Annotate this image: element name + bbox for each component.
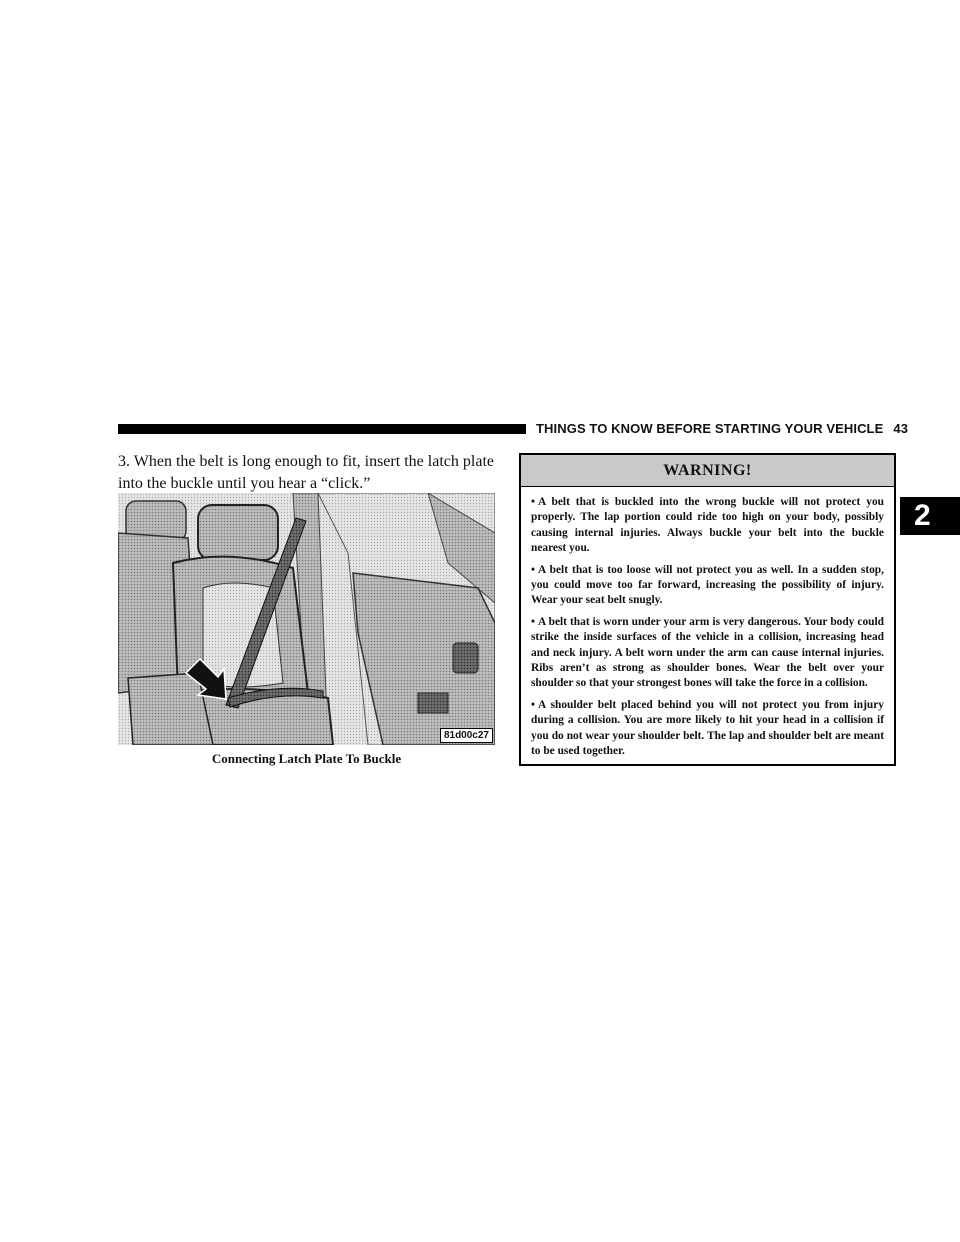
warning-list (521, 487, 894, 760)
step-paragraph: 3. When the belt is long enough to fit, insert the latch plate into the buckle until you hear a “click.” (118, 453, 494, 492)
warning-box (519, 453, 896, 766)
seat-belt-illustration (118, 493, 495, 745)
warning-item: • A belt that is worn under your arm is very dangerous. Your body could strike the inside surfaces of the vehicle in a collision, increasing head and neck injury. A belt worn under the arm can cause internal injuries. Ribs aren’t as strong as shoulder bones. Wear the belt over your shoulder so that your strongest bones will take the force in a collision. (531, 615, 884, 690)
page-number: 43 (893, 421, 909, 436)
warning-item: • A belt that is buckled into the wrong buckle will not protect you properly. The lap portion could ride too high on your body, possibly causing internal injuries. Always buckle your belt into the buckle nearest you. (531, 496, 884, 555)
bullet-icon: • (531, 615, 535, 628)
chapter-tab: 2 (900, 497, 960, 535)
section-title: THINGS TO KNOW BEFORE STARTING YOUR VEHICLE (536, 421, 884, 436)
warning-title: WARNING! (521, 455, 894, 487)
figure-caption: Connecting Latch Plate To Buckle (211, 751, 402, 766)
bullet-icon: • (531, 563, 535, 576)
running-header (536, 421, 908, 436)
warning-item: • A shoulder belt placed behind you will not protect you from injury during a collision. You are more likely to hit your head in a collision if you do not wear your shoulder belt. The lap and shoulder belt are meant to be used together. (531, 698, 884, 758)
figure-code: 81d00c27 (440, 728, 493, 743)
bullet-icon: • (531, 698, 535, 711)
header-rule (118, 424, 526, 434)
bullet-icon: • (531, 496, 535, 508)
warning-item: • A belt that is too loose will not protect you as well. In a sudden stop, you could move too far forward, increasing the possibility of injury. Wear your seat belt snugly. (531, 563, 884, 607)
